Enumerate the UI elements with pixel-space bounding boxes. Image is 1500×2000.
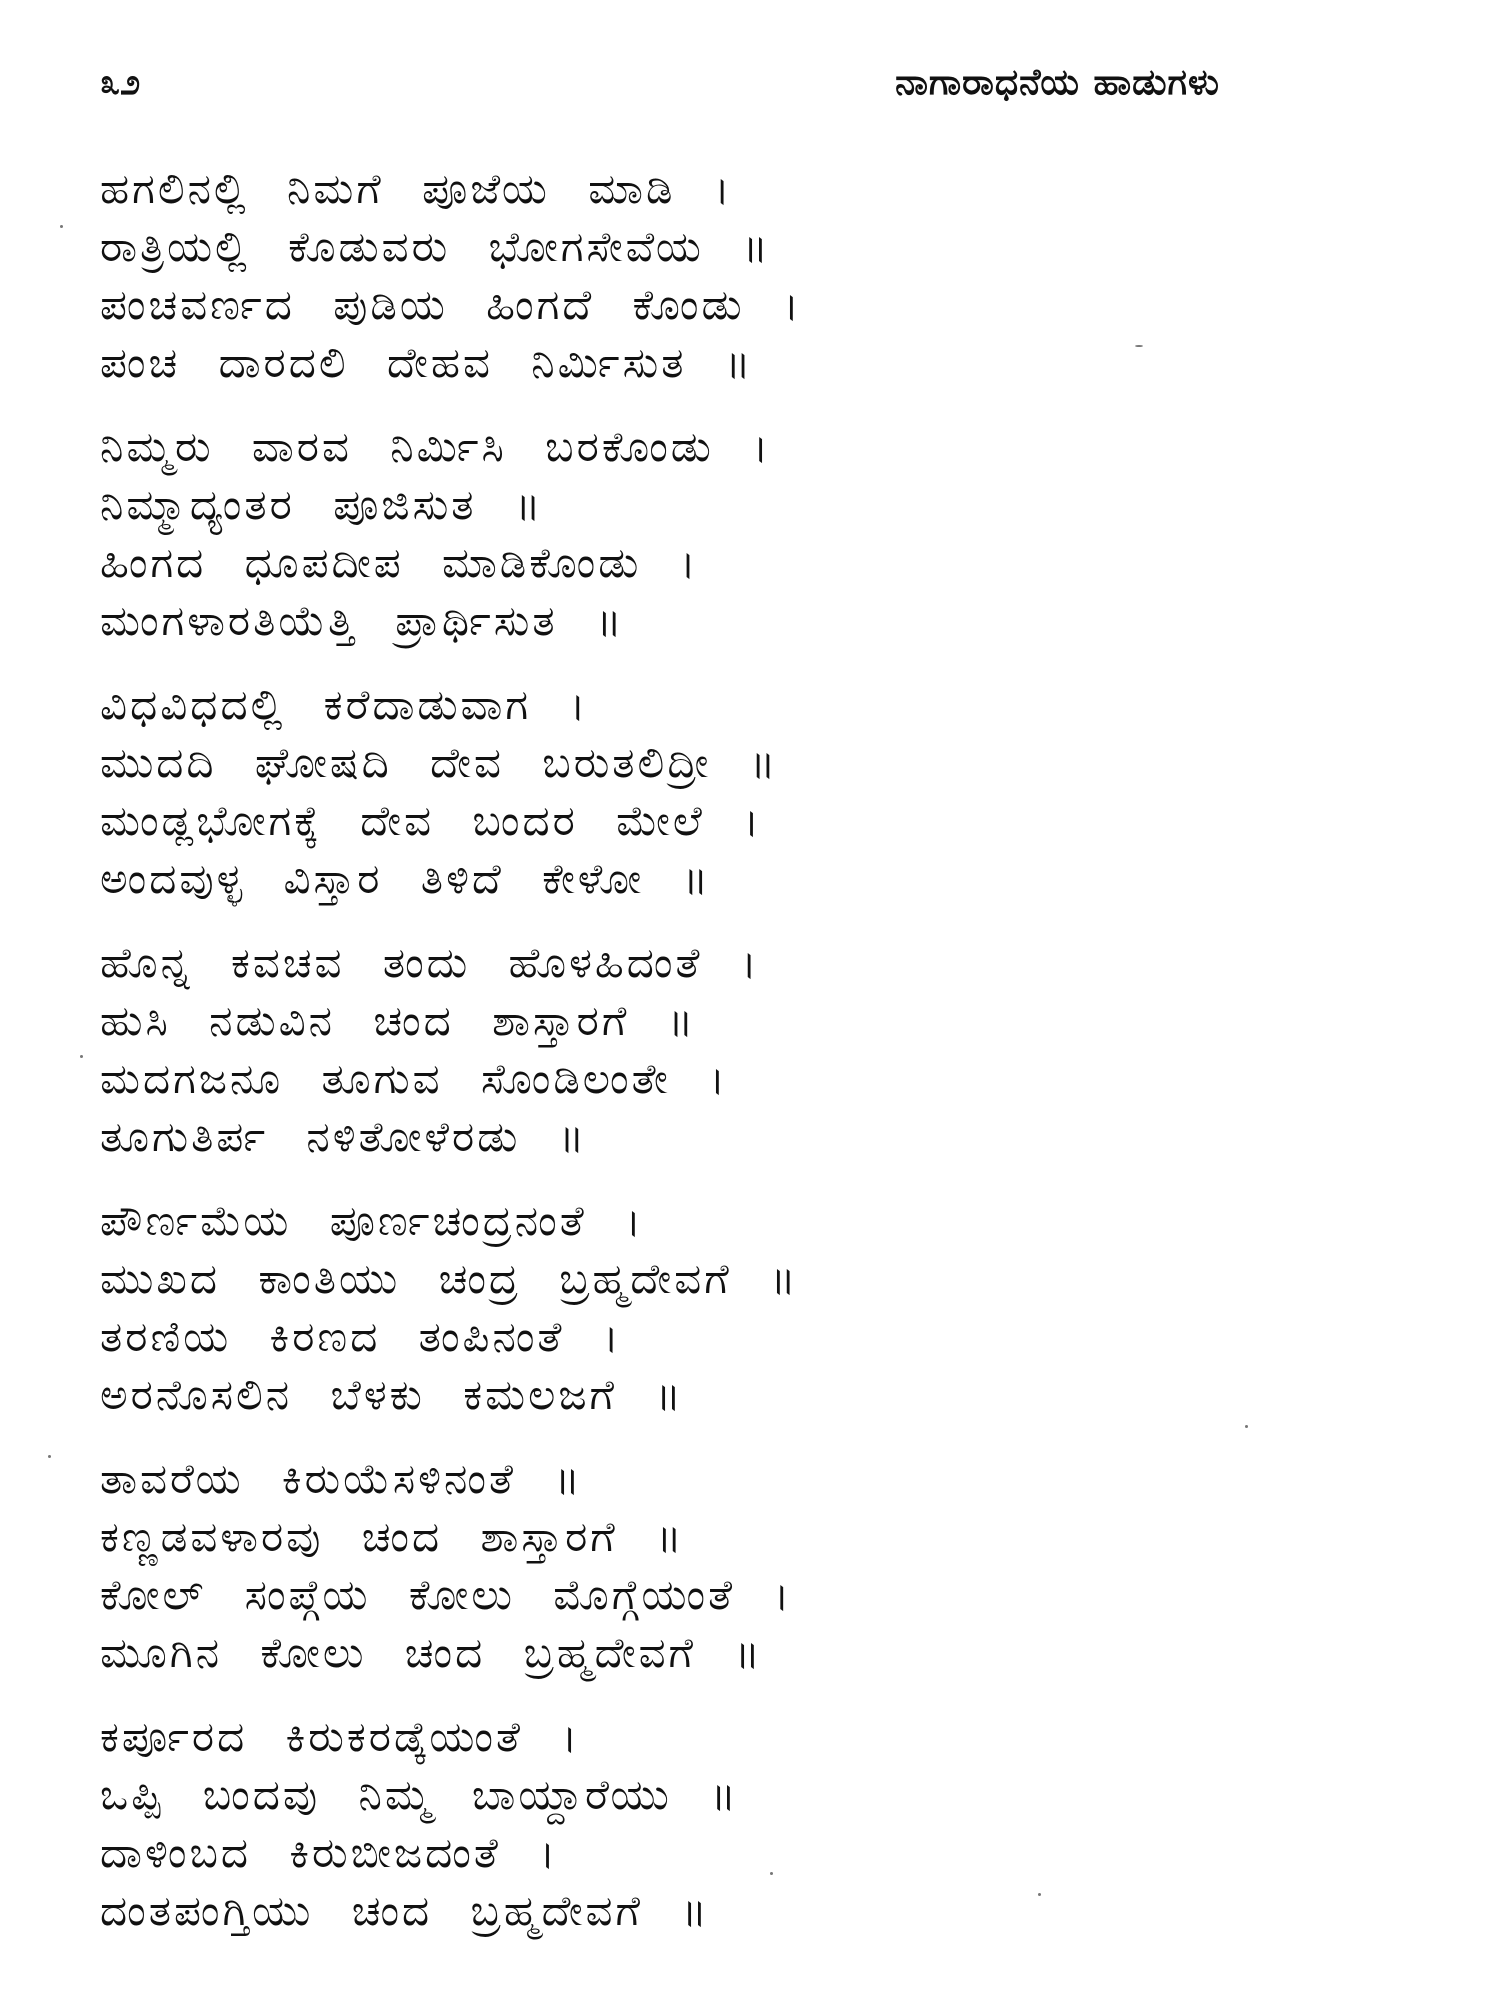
- verse-body: [100, 160, 1380, 1966]
- verse-line: ತೂಗುತಿರ್ಪ ನಳಿತೋಳೆರಡು ॥: [100, 1112, 588, 1161]
- verse-line: ಕರ್ಪೂರದ ಕಿರುಕರಡ್ಕೆಯಂತೆ ।: [100, 1712, 581, 1761]
- verse-line: ವಿಧವಿಧದಲ್ಲಿ ಕರೆದಾಡುವಾಗ ।: [100, 680, 589, 729]
- verse-line: ಅಂದವುಳ್ಳ ವಿಸ್ತಾರ ತಿಳಿದೆ ಕೇಳೋ ॥: [100, 854, 712, 903]
- stanza-7: [100, 1708, 1380, 1940]
- scan-speck: [770, 1872, 773, 1875]
- stanza-3: [100, 676, 1380, 908]
- verse-line: ಹಿಂಗದ ಧೂಪದೀಪ ಮಾಡಿಕೊಂಡು ।: [100, 538, 699, 587]
- scan-speck: [1245, 1425, 1248, 1428]
- verse-line: ಮೂಗಿನ ಕೋಲು ಚಂದ ಬ್ರಹ್ಮದೇವಗೆ ॥: [100, 1628, 763, 1677]
- scan-speck: [60, 225, 63, 228]
- verse-line: ಮದಗಜನೂ ತೂಗುವ ಸೊಂಡಿಲಂತೇ ।: [100, 1054, 728, 1103]
- stanza-5: [100, 1192, 1380, 1424]
- verse-line: ಹೊನ್ನ ಕವಚವ ತಂದು ಹೊಳಹಿದಂತೆ ।: [100, 938, 760, 987]
- verse-line: ಒಪ್ಪಿ ಬಂದವು ನಿಮ್ಮ ಬಾಯ್ದಾರೆಯು ॥: [100, 1770, 739, 1819]
- verse-line: ದಾಳಿಂಬದ ಕಿರುಬೀಜದಂತೆ ।: [100, 1828, 559, 1877]
- verse-line: ರಾತ್ರಿಯಲ್ಲಿ ಕೊಡುವರು ಭೋಗಸೇವೆಯ ॥: [100, 222, 771, 271]
- verse-line: ಹಗಲಿನಲ್ಲಿ ನಿಮಗೆ ಪೂಜೆಯ ಮಾಡಿ ।: [100, 164, 733, 213]
- page-header: [100, 62, 1220, 122]
- verse-line: ಮಂಡ್ಲಭೋಗಕ್ಕೆ ದೇವ ಬಂದರ ಮೇಲೆ ।: [100, 796, 763, 845]
- verse-line: ದಂತಪಂಗ್ತಿಯು ಚಂದ ಬ್ರಹ್ಮದೇವಗೆ ॥: [100, 1886, 710, 1935]
- verse-line: ಮುದದಿ ಘೋಷದಿ ದೇವ ಬರುತಲಿದ್ರೀ ॥: [100, 738, 779, 787]
- stanza-6: [100, 1450, 1380, 1682]
- verse-line: ಕೋಲ್ ಸಂಪ್ಗೆಯ ಕೋಲು ಮೊಗ್ಗೆಯಂತೆ ।: [100, 1570, 793, 1619]
- verse-line: ಮಂಗಳಾರತಿಯೆತ್ತಿ ಪ್ರಾರ್ಥಿಸುತ ॥: [100, 596, 625, 645]
- verse-line: ತರಣಿಯ ಕಿರಣದ ತಂಪಿನಂತೆ ।: [100, 1312, 622, 1361]
- scan-speck: [80, 1055, 83, 1058]
- running-title: ನಾಗಾರಾಧನೆಯ ಹಾಡುಗಳು: [895, 62, 1220, 103]
- stanza-1: [100, 160, 1380, 392]
- verse-line: ಕಣ್ಣಡವಳಾರವು ಚಂದ ಶಾಸ್ತಾರಗೆ ॥: [100, 1512, 685, 1561]
- stanza-2: [100, 418, 1380, 650]
- verse-line: ತಾವರೆಯ ಕಿರುಯೆಸಳಿನಂತೆ ॥: [100, 1454, 583, 1503]
- verse-line: ಪಂಚ ದಾರದಲಿ ದೇಹವ ನಿರ್ಮಿಸುತ ॥: [100, 338, 754, 387]
- verse-line: ಮುಖದ ಕಾಂತಿಯು ಚಂದ್ರ ಬ್ರಹ್ಮದೇವಗೆ ॥: [100, 1254, 799, 1303]
- verse-line: ಹುಸಿ ನಡುವಿನ ಚಂದ ಶಾಸ್ತಾರಗೆ ॥: [100, 996, 697, 1045]
- page-number: ೩೨: [100, 62, 141, 103]
- verse-line: ಪೌರ್ಣಮೆಯ ಪೂರ್ಣಚಂದ್ರನಂತೆ ।: [100, 1196, 644, 1245]
- verse-line: ಅರನೊಸಲಿನ ಬೆಳಕು ಕಮಲಜಗೆ ॥: [100, 1370, 684, 1419]
- scan-speck: [1135, 345, 1143, 347]
- verse-line: ಪಂಚವರ್ಣದ ಪುಡಿಯ ಹಿಂಗದೆ ಕೊಂಡು ।: [100, 280, 802, 329]
- verse-line: ನಿಮ್ಮರು ವಾರವ ನಿರ್ಮಿಸಿ ಬರಕೊಂಡು ।: [100, 422, 772, 471]
- verse-line: ನಿಮ್ಮಾದ್ಯಂತರ ಪೂಜಿಸುತ ॥: [100, 480, 544, 529]
- scan-speck: [1038, 1893, 1041, 1896]
- stanza-4: [100, 934, 1380, 1166]
- scan-speck: [48, 1455, 51, 1458]
